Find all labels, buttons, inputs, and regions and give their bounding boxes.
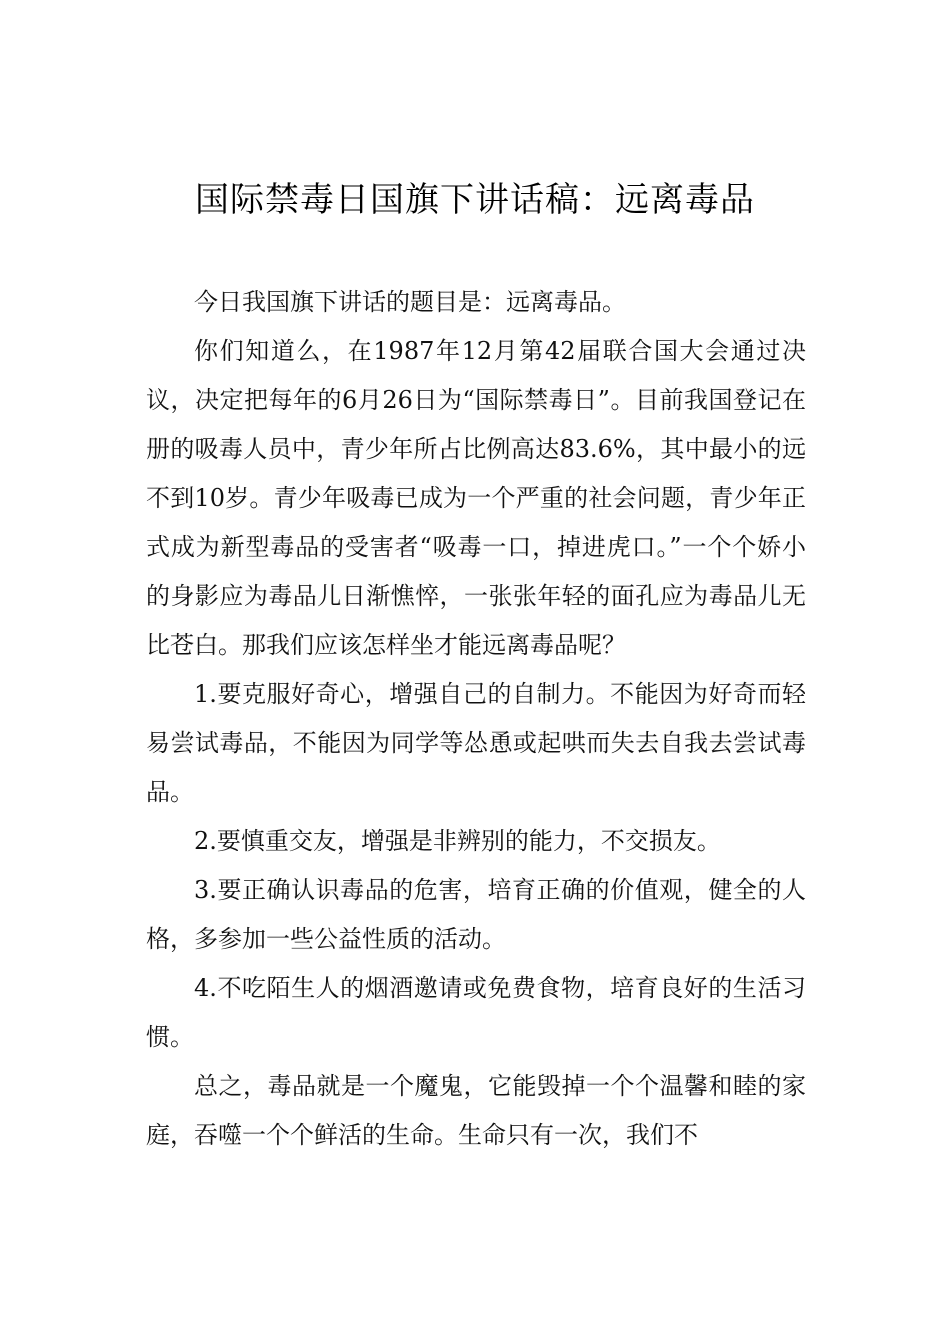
- document-title: 国际禁毒日国旗下讲话稿：远离毒品: [195, 180, 755, 220]
- document-body: [146, 278, 806, 1160]
- paragraph-point-2: 2.要慎重交友，增强是非辨别的能力，不交损友。: [194, 827, 721, 855]
- paragraph-point-1: 1.要克服好奇心，增强自己的自制力。不能因为好奇而轻易尝试毒品，不能因为同学等怂恿或起哄而失去自我去尝试毒品。: [146, 680, 806, 806]
- paragraph-point-3: 3.要正确认识毒品的危害，培育正确的价值观，健全的人格，多参加一些公益性质的活动。: [146, 876, 806, 953]
- paragraph-intro: 今日我国旗下讲话的题目是：远离毒品。: [194, 288, 626, 316]
- paragraph-background: 你们知道么，在1987年12月第42届联合国大会通过决议，决定把每年的6月26日为“国际禁毒日”。目前我国登记在册的吸毒人员中，青少年所占比例高达83.6%，其中最小的远不到10岁。青少年吸毒已成为一个严重的社会问题，青少年正式成为新型毒品的受害者“吸毒一口，掉进虎口。”一个个娇小的身影应为毒品儿日渐憔悴，一张张年轻的面孔应为毒品儿无比苍白。那我们应该怎样坐才能远离毒品呢？: [146, 337, 806, 659]
- paragraph-conclusion: 总之，毒品就是一个魔鬼，它能毁掉一个个温馨和睦的家庭，吞噬一个个鲜活的生命。生命只有一次，我们不: [146, 1072, 806, 1149]
- paragraph-point-4: 4.不吃陌生人的烟酒邀请或免费食物，培育良好的生活习惯。: [146, 974, 806, 1051]
